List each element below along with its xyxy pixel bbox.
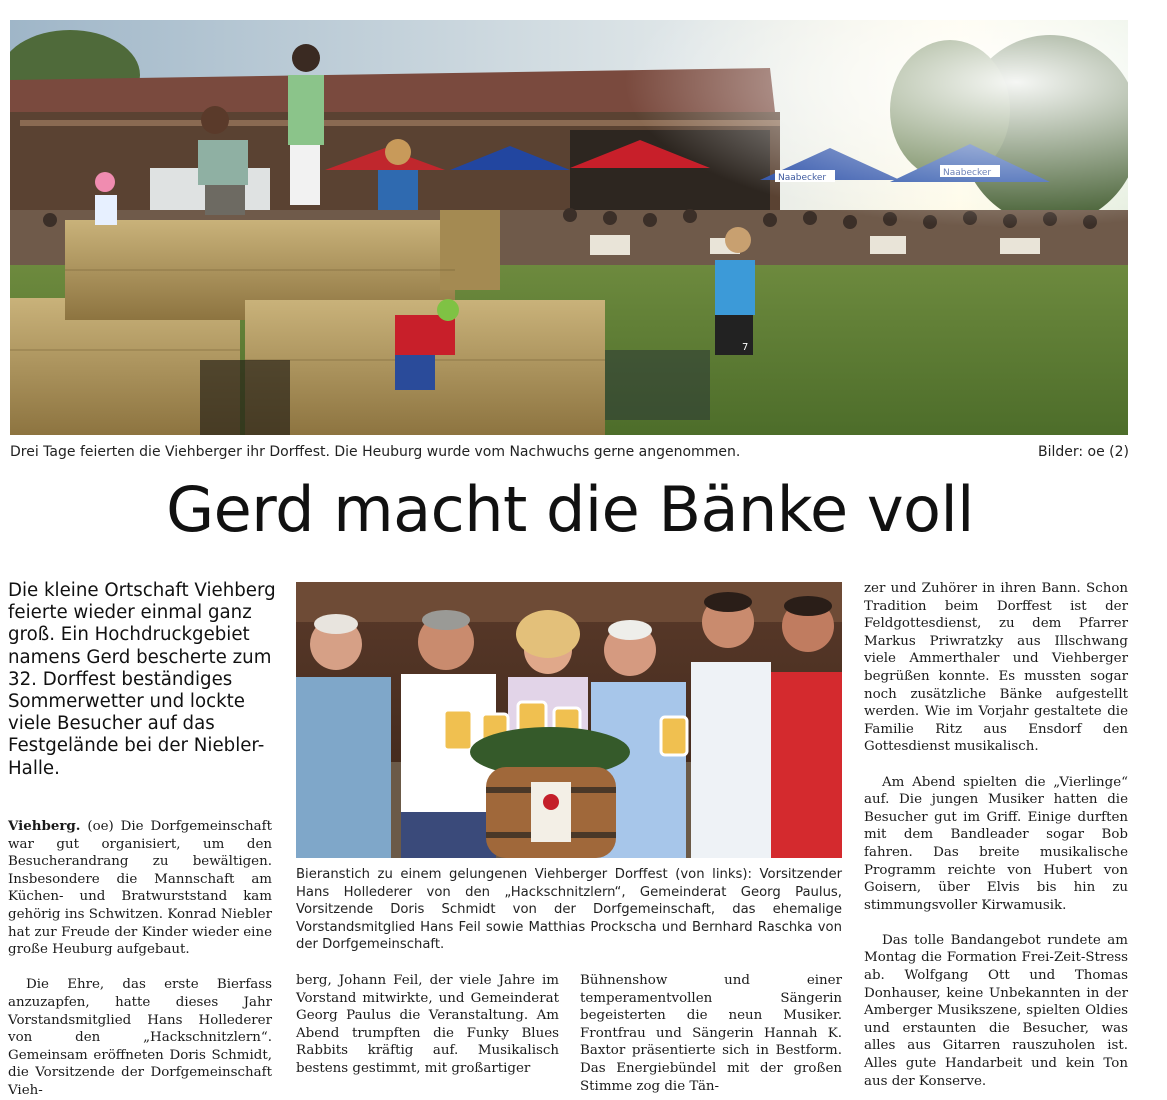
photo-beer-tapping	[296, 582, 842, 858]
article-column-1	[8, 818, 272, 1100]
photo-credit: Bilder: oe (2)	[1037, 444, 1129, 460]
photo-village-fest	[10, 20, 1128, 435]
col2-paragraph-1: berg, Johann Feil, der viele Jahre im Vorstand mitwirkte, und Gemeinderat Georg Paulus die Veranstaltung. Am Abend trumpften die Funky Blues Rabbits kräftig auf. Musikalisch bestens gestimmt, mit großartiger	[296, 973, 559, 1076]
top-photo-caption: Drei Tage feierten die Viehberger ihr Dorffest. Die Heuburg wurde vom Nachwuchs gerne angenommen.	[10, 444, 741, 460]
lead-paragraph: Die kleine Ortschaft Viehberg feierte wieder einmal ganz groß. Ein Hochdruckgebiet namens Gerd bescherte zum 32. Dorffest beständiges Sommerwetter und lockte viele Besucher auf das Festgelände bei der Niebler-Halle.	[8, 580, 276, 779]
article-column-2	[296, 972, 559, 1078]
col4-paragraph-1: zer und Zuhörer in ihren Bann. Schon Tradition beim Dorffest ist der Feldgottesdienst, zu dem Pfarrer Markus Priwratzky aus Illschwang viele Ammerthaler und Viehberger begrüßen konnte. Es mussten sogar noch zusätzliche Bänke aufgestellt werden. Wie im Vorjahr gestaltete die Familie Ritz aus Ensdorf den Gottesdienst musikalisch.	[864, 581, 1128, 755]
col4-paragraph-3: Das tolle Bandangebot rundete am Montag die Formation Frei-Zeit-Stress ab. Wolfgang Ott und Thomas Donhauser, keine Unbekannten in der Amberger Musikszene, spielten Oldies und erstaunten die Besucher, was alles aus Gitarren rauszuholen ist. Alles gute Handarbeit und kein Ton aus der Konserve.	[864, 932, 1128, 1089]
col1-paragraph-2: Die Ehre, das erste Bierfass anzuzapfen, hatte dieses Jahr Vorstandsmitglied Hans Hollederer von den „Hackschnitzlern“. Gemeinsam eröffneten Doris Schmidt, die Vorsitzende der Dorfgemeinschaft Vieh-	[8, 977, 272, 1098]
col1-paragraph-1-text: (oe) Die Dorfgemeinschaft war gut organisiert, um den Besucherandrang zu bewältigen. Insbesondere die Mannschaft am Küchen- und Bratwurststand kam gehörig ins Schwitzen. Konrad Niebler hat zur Freude der Kinder wieder eine große Heuburg aufgebaut.	[8, 819, 272, 958]
article-column-3	[580, 972, 842, 1095]
dateline: Viehberg.	[8, 818, 81, 834]
col1-paragraph-1	[8, 818, 272, 959]
col4-paragraph-2: Am Abend spielten die „Vierlinge“ auf. Die jungen Musiker hatten die Besucher gut im Griff. Einige durften mit dem Bandleader sogar Bob fahren. Das breite musikalische Programm reichte von Hubert von Goisern, über Elvis bis hin zu stimmungsvoller Kirwamusik.	[864, 774, 1128, 913]
col3-paragraph-1: Bühnenshow und einer temperamentvollen Sängerin begeisterten die neun Musiker. Frontfrau und Sängerin Hannah K. Baxtor präsentierte sich in Bestform. Das Energiebündel mit der großen Stimme zog die Tän-	[580, 973, 842, 1094]
article-column-4	[864, 580, 1128, 1090]
middle-photo-caption: Bieranstich zu einem gelungenen Viehberger Dorffest (von links): Vorsitzender Hans Hollederer von den „Hackschnitzlern“, Gemeinderat Georg Paulus, Vorsitzende Doris Schmidt von der Dorfgemeinschaft, das ehemalige Vorstandsmitglied Hans Feil sowie Matthias Prockscha und Bernhard Raschka von der Dorfgemeinschaft.	[296, 867, 842, 953]
headline: Gerd macht die Bänke voll	[166, 473, 974, 546]
